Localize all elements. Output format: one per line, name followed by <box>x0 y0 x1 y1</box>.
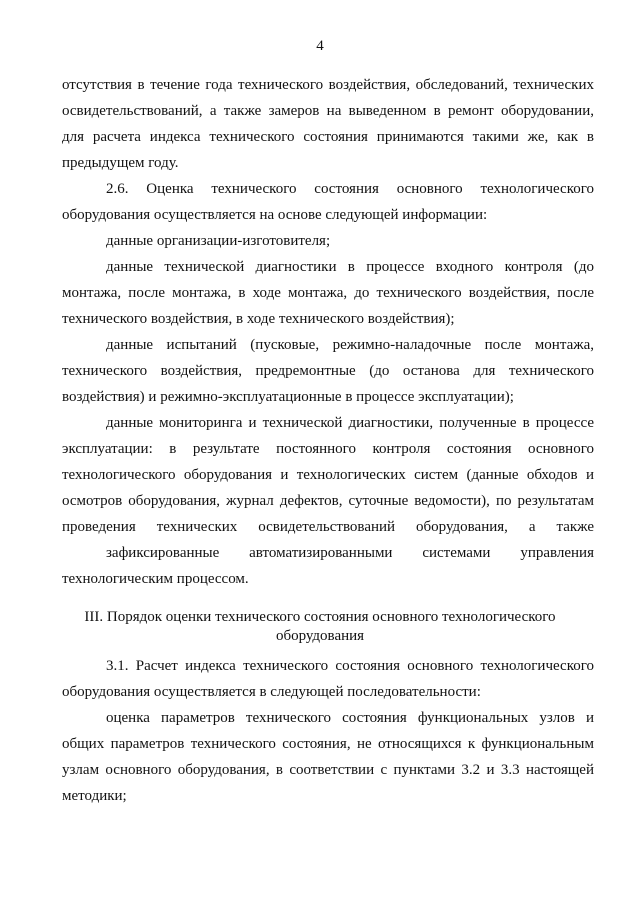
list-item-line: технологическим процессом. <box>62 571 249 587</box>
section-heading-line: оборудования <box>275 628 365 644</box>
list-item-line: оценка параметров технического состояния функциональных узлов и <box>106 710 594 726</box>
list-item-line: технического воздействия, в ходе технического воздействия); <box>62 311 455 327</box>
list-item-line: монтажа, после монтажа, в ходе монтажа, до технического воздействия, после <box>62 285 594 301</box>
list-item-line: общих параметров технического состояния, не относящихся к функциональным <box>62 736 594 752</box>
list-item-line: технологического оборудования и технологических систем (данные обходов и <box>62 467 594 483</box>
list-item-line: технического воздействия, предремонтные (до останова для технического <box>62 363 594 379</box>
list-item-line: проведения технических освидетельствований оборудования, а также <box>62 519 594 535</box>
list-item-line: данные мониторинга и технической диагностики, полученные в процессе <box>106 415 594 431</box>
list-item-line: эксплуатации: в результате постоянного контроля состояния основного <box>62 441 594 457</box>
list-item-line: воздействия) и режимно-эксплуатационные в процессе эксплуатации); <box>62 389 514 405</box>
paragraph-line: отсутствия в течение года технического воздействия, обследований, технических <box>62 77 594 93</box>
paragraph-line: освидетельствований, а также замеров на выведенном в ремонт оборудовании, <box>62 103 594 119</box>
section-3-1-line: 3.1. Расчет индекса технического состояния основного технологического <box>106 658 594 674</box>
list-item-line: осмотров оборудования, журнал дефектов, суточные ведомости), по результатам <box>62 493 594 509</box>
list-item-line: узлам основного оборудования, в соответствии с пунктами 3.2 и 3.3 настоящей <box>62 762 594 778</box>
list-item-line: методики; <box>62 788 127 804</box>
paragraph-line: предыдущем году. <box>62 155 179 171</box>
paragraph-line: оборудования осуществляется в следующей последовательности: <box>62 684 481 700</box>
list-item-line: данные испытаний (пусковые, режимно-наладочные после монтажа, <box>106 337 594 353</box>
list-item-line: данные технической диагностики в процессе входного контроля (до <box>106 259 594 275</box>
list-item-line: зафиксированные автоматизированными системами управления <box>106 545 594 561</box>
list-item-line: данные организации-изготовителя; <box>106 233 331 249</box>
page-number: 4 <box>316 38 324 54</box>
paragraph-line: для расчета индекса технического состояния принимаются такими же, как в <box>62 129 594 145</box>
paragraph-line: оборудования осуществляется на основе следующей информации: <box>62 207 488 223</box>
section-2-6-line: 2.6. Оценка технического состояния основного технологического <box>106 181 594 197</box>
section-heading-line: III. Порядок оценки технического состояния основного технологического <box>84 609 556 625</box>
